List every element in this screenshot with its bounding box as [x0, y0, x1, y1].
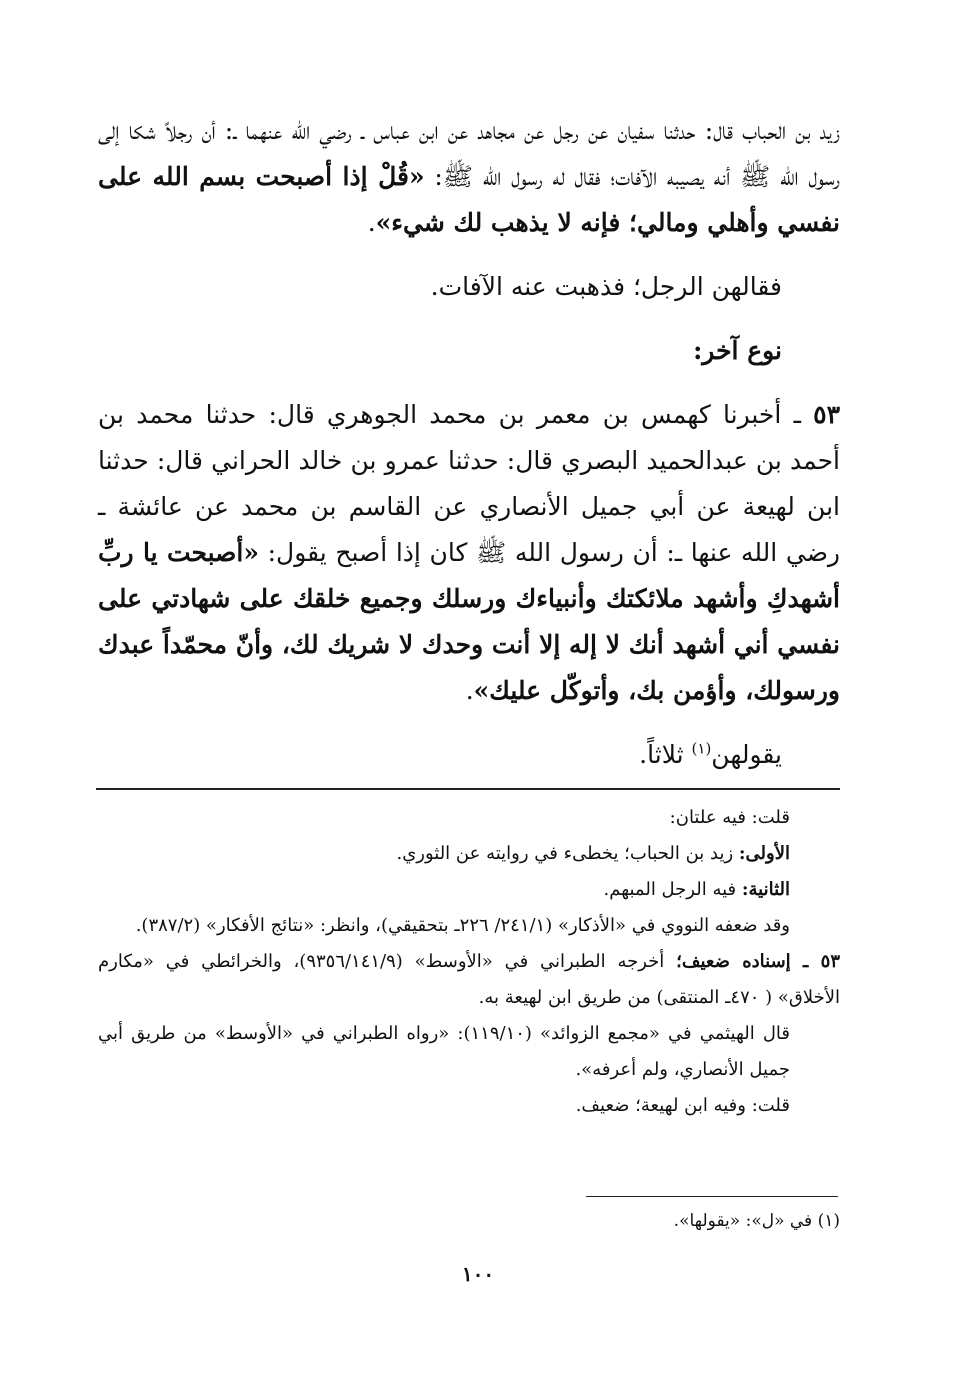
- note-label: الأولى:: [738, 843, 790, 864]
- note-label: الثانية:: [741, 879, 790, 900]
- note-line: قال الهيثمي في «مجمع الزوائد» (١١٩/١٠): «رواه الطبراني في «الأوسط» من طريق أبي جميل الأنصاري، ولم أعرفه».: [98, 1023, 790, 1080]
- footnote: [98, 1204, 840, 1238]
- paragraph-repeat: [98, 732, 840, 778]
- repeat-text-end: ثلاثاً.: [639, 740, 692, 769]
- note-line: [98, 944, 840, 1016]
- note-line: قلت: وفيه ابن لهيعة؛ ضعيف.: [575, 1095, 790, 1116]
- hadith-number: ٥٣: [813, 400, 840, 429]
- note-text: فيه الرجل المبهم.: [603, 879, 742, 900]
- notes-divider: [96, 788, 840, 790]
- section-heading: نوع آخر:: [693, 336, 782, 365]
- sentence-end: .: [367, 208, 376, 237]
- note-line: قلت: فيه علتان:: [669, 807, 790, 828]
- note-number: ٥٣: [820, 951, 840, 972]
- note-line: [98, 836, 840, 872]
- main-text: [98, 108, 840, 778]
- commentary-notes: [98, 800, 840, 1124]
- note-label: ـ إسناده ضعيف؛: [676, 951, 821, 972]
- sentence-end: .: [465, 676, 474, 705]
- note-text: أخرجه الطبراني في «الأوسط» (٩٣٥٦/١٤١/٩)، والخرائطي في «مكارم الأخلاق» ( ٤٧٠ـ المنتقى) من طريق ابن لهيعة به.: [98, 951, 840, 1008]
- hadith-chain-text: ـ أخبرنا كهمس بن معمر بن محمد الجوهري قال: حدثنا محمد بن أحمد بن عبدالحميد البصري قال: حدثنا عمرو بن خالد الحراني قال: حدثنا ابن لهيعة عن أبي جميل الأنصاري عن القاسم بن محمد عن عائشة ـ رضي الله عنها ـ: أن رسول الله ﷺ كان إذا أصبح يقول:: [98, 400, 840, 567]
- hadith-chain-text: زيد بن الحباب قال: حدثنا سفيان عن رجل عن مجاهد عن ابن عباس ـ رضي الله عنهما ـ: أن رجلاً شكا إلى رسول الله ﷺ أنه يصيبه الآفات؛ فقال له رسول الله ﷺ:: [98, 116, 840, 191]
- footnote-text: في «ل»: «يقولها».: [673, 1211, 818, 1231]
- page-number: ١٠٠: [461, 1262, 495, 1286]
- footnote-marker: (١): [817, 1211, 840, 1231]
- hadith-paragraph-53: [98, 392, 840, 714]
- repeat-text: يقولهن: [711, 740, 782, 769]
- footnote-divider: [586, 1196, 838, 1197]
- hadith-quote-bold: «أصبحت يا ربِّ أشهدكِ وأشهد ملائكتك وأنبياءك ورسلك وجميع خلقك على شهادتي على نفسي أني أشهد أنك لا إله إلا أنت وحدك لا شريك لك، وأنّ محمّداً عبدك ورسولك، وأؤمن بك، وأتوكّل عليك»: [98, 538, 840, 705]
- hadith-paragraph-1: [98, 108, 840, 246]
- paragraph-2: فقالهن الرجل؛ فذهبت عنه الآفات.: [430, 272, 782, 301]
- hadith-quote-bold: «قُلْ إذا أصبحت بسم الله على نفسي وأهلي ومالي؛ فإنه لا يذهب لك شيء»: [98, 162, 840, 237]
- note-line: وقد ضعفه النووي في «الأذكار» (٢٤١/١/ ٢٢٦ـ بتحقيقي)، وانظر: «نتائج الأفكار» (٣٨٧/٢).: [135, 915, 790, 936]
- footnote-ref: (١): [691, 739, 712, 758]
- note-text: زيد بن الحباب؛ يخطىء في روايته عن الثوري.: [396, 843, 739, 864]
- note-line: [98, 872, 840, 908]
